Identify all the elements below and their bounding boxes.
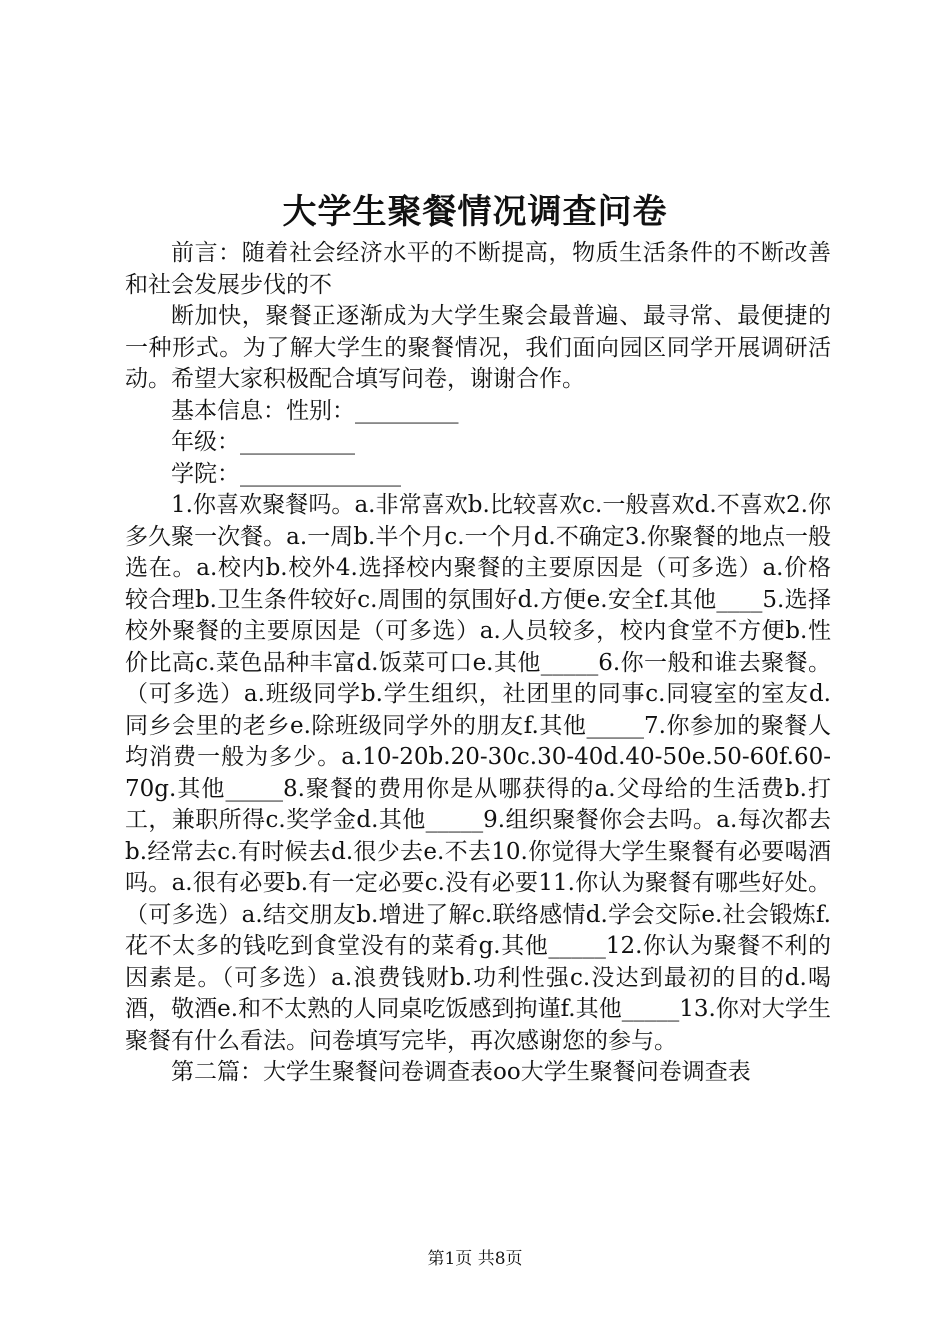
basic-info-gender: 基本信息：性别：_________ [171, 397, 459, 424]
basic-info-grade: 年级：__________ [171, 429, 355, 455]
page-footer: 第1页 共8页 [427, 1249, 523, 1269]
basic-info-college: 学院：______________ [171, 460, 401, 487]
intro-paragraph-1: 前言：随着社会经济水平的不断提高，物质生活条件的不断改善和社会发展步伐的不 [125, 240, 831, 298]
intro-paragraph-2: 断加快，聚餐正逐渐成为大学生聚会最普遍、最寻常、最便捷的一种形式。为了解大学生的聚餐情况，我们面向园区同学开展调研活动。希望大家积极配合填写问卷，谢谢合作。 [125, 303, 831, 392]
document-title: 大学生聚餐情况调查问卷 [282, 192, 668, 232]
second-part-heading: 第二篇：大学生聚餐问卷调查表oo大学生聚餐问卷调查表 [171, 1059, 751, 1085]
document-body [125, 238, 831, 1089]
questions-paragraph: 1.你喜欢聚餐吗。a.非常喜欢b.比较喜欢c.一般喜欢d.不喜欢2.你多久聚一次餐。a.一周b.半个月c.一个月d.不确定3.你聚餐的地点一般选在。a.校内b.校外4.选择校内聚餐的主要原因是（可多选）a.价格较合理b.卫生条件较好c.周围的氛围好d.方便e.安全f.其他____5.选择校外聚餐的主要原因是（可多选）a.人员较多，校内食堂不方便b.性价比高c.菜色品种丰富d.饭菜可口e.其他_____6.你一般和谁去聚餐。（可多选）a.班级同学b.学生组织，社团里的同事c.同寝室的室友d.同乡会里的老乡e.除班级同学外的朋友f.其他_____7.你参加的聚餐人均消费一般为多少。a.10-20b.20-30c.30-40d.40-50e.50-60f.60-70g.其他_____8.聚餐的费用你是从哪获得的a.父母给的生活费b.打工，兼职所得c.奖学金d.其他_____9.组织聚餐你会去吗。a.每次都去b.经常去c.有时候去d.很少去e.不去10.你觉得大学生聚餐有必要喝酒吗。a.很有必要b.有一定必要c.没有必要11.你认为聚餐有哪些好处。（可多选）a.结交朋友b.增进了解c.联络感情d.学会交际e.社会锻炼f.花不太多的钱吃到食堂没有的菜肴g.其他_____12.你认为聚餐不利的因素是。（可多选）a.浪费钱财b.功利性强c.没达到最初的目的d.喝酒，敬酒e.和不太熟的人同桌吃饭感到拘谨f.其他_____13.你对大学生聚餐有什么看法。问卷填写完毕，再次感谢您的参与。 [125, 492, 831, 1054]
